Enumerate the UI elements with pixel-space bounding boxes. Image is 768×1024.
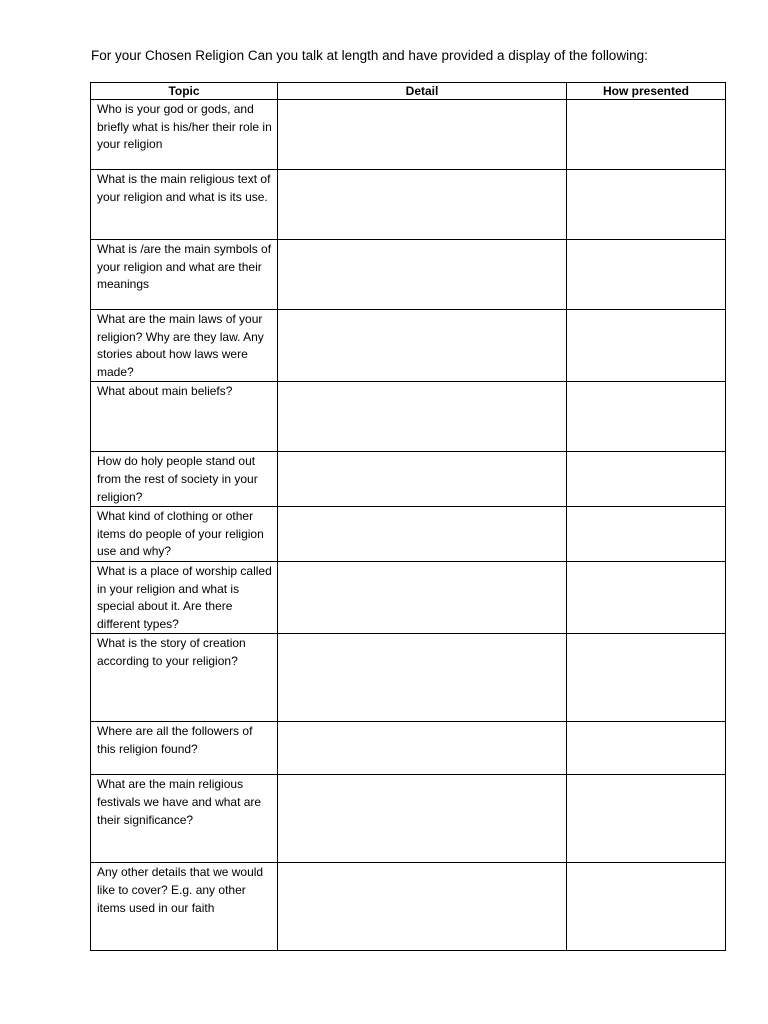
topic-cell [91, 310, 278, 382]
detail-cell[interactable] [278, 310, 567, 382]
detail-cell[interactable] [278, 240, 567, 310]
column-header-how-presented: How presented [567, 83, 726, 100]
detail-cell[interactable] [278, 722, 567, 775]
table-row [91, 240, 726, 310]
detail-cell[interactable] [278, 561, 567, 633]
topic-cell [91, 382, 278, 452]
detail-cell[interactable] [278, 452, 567, 507]
detail-cell[interactable] [278, 170, 567, 240]
table-header-row [91, 83, 726, 100]
topic-text: What is a place of worship called in your religion and what is special about it. Are there different types? [97, 563, 272, 631]
detail-cell[interactable] [278, 382, 567, 452]
topic-text: What is the main religious text of your religion and what is its use. [97, 172, 271, 204]
how-presented-cell[interactable] [567, 722, 726, 775]
topic-text: What are the main religious festivals we have and what are their significance? [97, 777, 262, 827]
how-presented-cell[interactable] [567, 310, 726, 382]
detail-cell[interactable] [278, 100, 567, 170]
table-row [91, 452, 726, 507]
topic-text: Who is your god or gods, and briefly what is his/her their role in your religion [97, 102, 272, 152]
topic-text: Where are all the followers of this religion found? [97, 724, 253, 756]
topic-cell [91, 170, 278, 240]
topic-cell [91, 775, 278, 863]
topic-text: What are the main laws of your religion? Why are they law. Any stories about how laws were made? [97, 312, 264, 379]
table-row [91, 863, 726, 951]
detail-cell[interactable] [278, 775, 567, 863]
table-row [91, 722, 726, 775]
topic-cell [91, 507, 278, 562]
table-row [91, 310, 726, 382]
table-row [91, 775, 726, 863]
table-row [91, 507, 726, 562]
column-header-topic: Topic [91, 83, 278, 100]
topic-cell [91, 240, 278, 310]
detail-cell[interactable] [278, 507, 567, 562]
table-row [91, 634, 726, 722]
topic-text: What is the story of creation according to your religion? [97, 636, 246, 668]
page-heading: For your Chosen Religion Can you talk at length and have provided a display of the following: [91, 48, 648, 63]
topic-text: What kind of clothing or other items do people of your religion use and why? [97, 509, 264, 559]
how-presented-cell[interactable] [567, 634, 726, 722]
topic-cell [91, 863, 278, 951]
column-header-detail: Detail [278, 83, 567, 100]
table-row [91, 382, 726, 452]
topic-cell [91, 100, 278, 170]
topic-text: Any other details that we would like to cover? E.g. any other items used in our faith [97, 865, 264, 915]
topic-text: What is /are the main symbols of your religion and what are their meanings [97, 242, 272, 292]
topic-text: What about main beliefs? [97, 384, 233, 399]
how-presented-cell[interactable] [567, 775, 726, 863]
table-row [91, 100, 726, 170]
how-presented-cell[interactable] [567, 452, 726, 507]
how-presented-cell[interactable] [567, 382, 726, 452]
table-row [91, 170, 726, 240]
detail-cell[interactable] [278, 863, 567, 951]
topic-cell [91, 634, 278, 722]
how-presented-cell[interactable] [567, 863, 726, 951]
how-presented-cell[interactable] [567, 561, 726, 633]
table-row [91, 561, 726, 633]
how-presented-cell[interactable] [567, 240, 726, 310]
detail-cell[interactable] [278, 634, 567, 722]
how-presented-cell[interactable] [567, 100, 726, 170]
topic-cell [91, 452, 278, 507]
religion-topics-table [90, 82, 726, 951]
topic-text: How do holy people stand out from the rest of society in your religion? [97, 454, 258, 504]
how-presented-cell[interactable] [567, 507, 726, 562]
topic-cell [91, 722, 278, 775]
topic-cell [91, 561, 278, 633]
how-presented-cell[interactable] [567, 170, 726, 240]
